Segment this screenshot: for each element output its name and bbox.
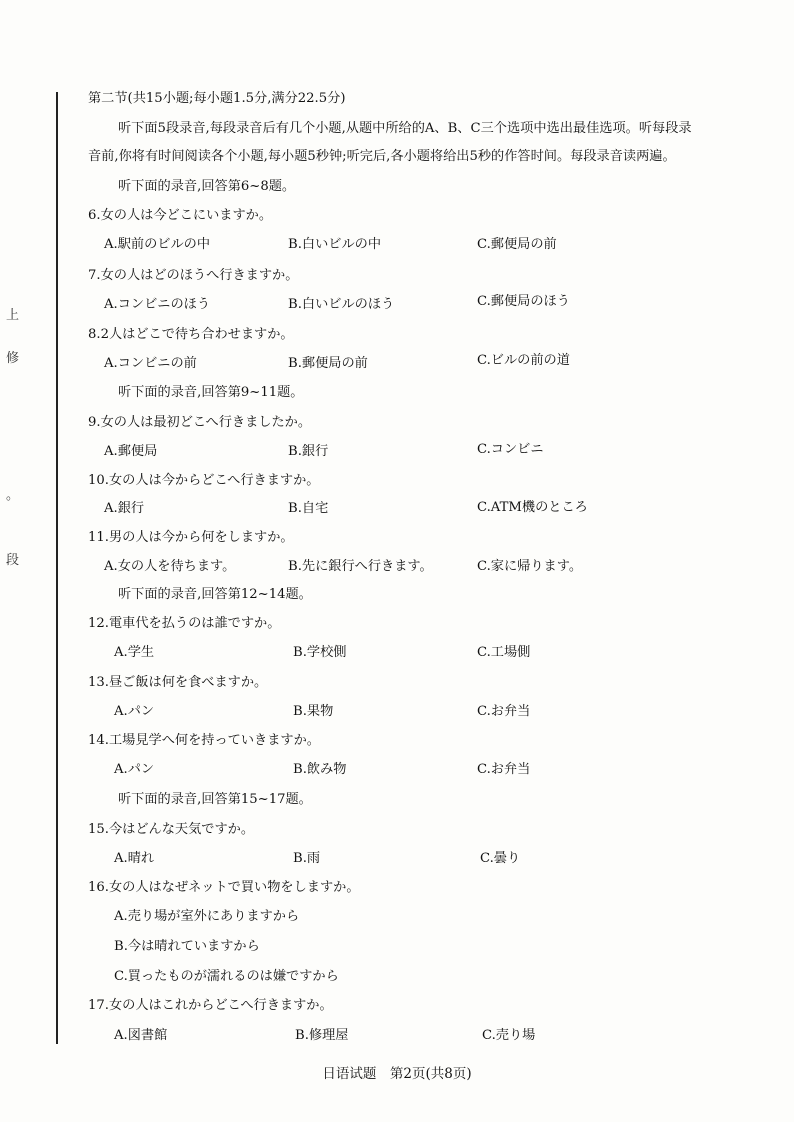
- option-a: A.銀行: [104, 501, 145, 516]
- option-b: B.白いビルのほう: [288, 297, 395, 312]
- page-footer: 日语试题 第2页(共8页): [322, 1066, 472, 1082]
- option-c: C.郵便局のほう: [477, 294, 570, 309]
- option-b: B.果物: [293, 704, 334, 719]
- option-c: C.郵便局の前: [477, 237, 557, 252]
- option-a: A.コンビニのほう: [104, 297, 211, 312]
- group-instruction: 听下面的录音,回答第15~17题。: [118, 792, 312, 807]
- option-a: A.晴れ: [114, 851, 155, 866]
- margin-mark: 上: [6, 308, 20, 323]
- margin-mark: 。: [6, 488, 20, 503]
- option-c: C.買ったものが濡れるのは嫌ですから: [114, 969, 339, 984]
- group-instruction: 听下面的录音,回答第12~14题。: [118, 587, 312, 602]
- option-b: B.修理屋: [295, 1028, 349, 1043]
- option-c: C.ビルの前の道: [477, 353, 570, 368]
- option-a: A.学生: [114, 645, 155, 660]
- question-12: 12.電車代を払うのは誰ですか。: [88, 616, 281, 631]
- option-c: C.売り場: [482, 1028, 536, 1043]
- question-6: 6.女の人は今どこにいますか。: [88, 208, 273, 223]
- option-a: A.駅前のビルの中: [104, 237, 211, 252]
- question-8: 8.2人はどこで待ち合わせますか。: [88, 327, 294, 342]
- option-c: C.お弁当: [477, 704, 531, 719]
- option-b: B.今は晴れていますから: [114, 939, 260, 954]
- group-instruction: 听下面的录音,回答第6~8题。: [118, 179, 296, 194]
- question-10: 10.女の人は今からどこへ行きますか。: [88, 473, 320, 488]
- margin-mark: 修: [6, 351, 20, 366]
- option-b: B.自宅: [288, 501, 329, 516]
- option-c: C.曇り: [480, 851, 521, 866]
- option-c: C.お弁当: [477, 762, 531, 777]
- question-11: 11.男の人は今から何をしますか。: [88, 530, 294, 545]
- question-7: 7.女の人はどのほうへ行きますか。: [88, 268, 299, 283]
- option-b: B.学校側: [293, 645, 347, 660]
- group-instruction: 听下面的录音,回答第9~11题。: [118, 385, 304, 400]
- question-13: 13.昼ご飯は何を食べますか。: [88, 675, 268, 690]
- option-b: B.白いビルの中: [288, 237, 382, 252]
- question-14: 14.工場見学へ何を持っていきますか。: [88, 733, 320, 748]
- instructions-line: 音前,你将有时间阅读各个小题,每小题5秒钟;听完后,各小题将给出5秒的作答时间。每段录音读两遍。: [88, 149, 676, 164]
- option-b: B.先に銀行へ行きます。: [288, 559, 433, 574]
- option-a: A.パン: [114, 762, 155, 777]
- section-header: 第二节(共15小题;每小题1.5分,满分22.5分): [88, 91, 346, 106]
- instructions-line: 听下面5段录音,每段录音后有几个小题,从题中所给的A、B、C三个选项中选出最佳选项。听每段录: [118, 121, 692, 136]
- question-16: 16.女の人はなぜネットで買い物をしますか。: [88, 880, 360, 895]
- option-a: A.売り場が室外にありますから: [114, 909, 300, 924]
- margin-mark: 段: [6, 553, 20, 568]
- option-c: C.工場側: [477, 645, 531, 660]
- option-b: B.雨: [293, 851, 321, 866]
- question-9: 9.女の人は最初どこへ行きましたか。: [88, 415, 312, 430]
- question-17: 17.女の人はこれからどこへ行きますか。: [88, 998, 333, 1013]
- binding-margin-line: [56, 92, 58, 1044]
- option-a: A.図書館: [114, 1028, 168, 1043]
- option-c: C.家に帰ります。: [477, 559, 583, 574]
- option-a: A.パン: [114, 704, 155, 719]
- option-b: B.銀行: [288, 444, 329, 459]
- option-b: B.郵便局の前: [288, 356, 368, 371]
- option-a: A.郵便局: [104, 444, 158, 459]
- option-a: A.コンビニの前: [104, 356, 197, 371]
- option-c: C.コンビニ: [477, 442, 544, 457]
- option-a: A.女の人を待ちます。: [104, 559, 236, 574]
- option-c: C.ATM機のところ: [477, 500, 588, 515]
- option-b: B.飲み物: [293, 762, 347, 777]
- question-15: 15.今はどんな天気ですか。: [88, 822, 255, 837]
